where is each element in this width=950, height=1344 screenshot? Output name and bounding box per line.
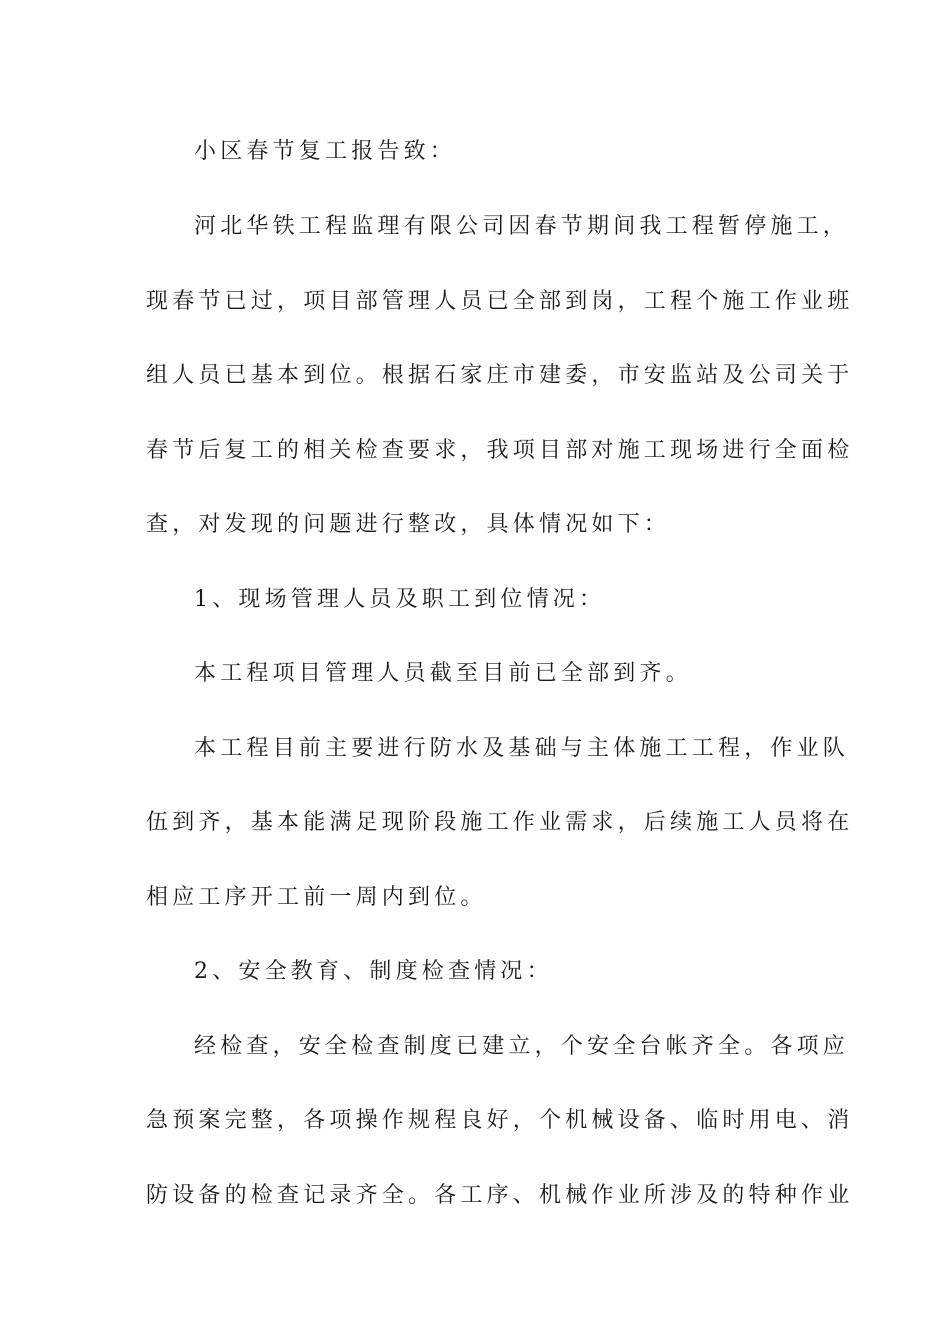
section-2-heading: 2、安全教育、制度检查情况： — [194, 959, 553, 984]
section-1-paragraph-2-line-1: 本工程目前主要进行防水及基础与主体施工工程，作业队 — [194, 736, 850, 761]
paragraph-1-line-4: 春节后复工的相关检查要求，我项目部对施工现场进行全面检 — [146, 438, 854, 463]
section-2-paragraph-line-1: 经检查，安全检查制度已建立，个安全台帐齐全。各项应 — [194, 1034, 850, 1059]
paragraph-1-line-5: 查，对发现的问题进行整改，具体情况如下： — [146, 512, 671, 537]
paragraph-1-line-2: 现春节已过，项目部管理人员已全部到岗，工程个施工作业班 — [146, 289, 854, 314]
paragraph-1-line-3: 组人员已基本到位。根据石家庄市建委，市安监站及公司关于 — [146, 363, 854, 388]
section-1-paragraph-2-line-3: 相应工序开工前一周内到位。 — [146, 885, 487, 910]
section-1-paragraph-2-line-2: 伍到齐，基本能满足现阶段施工作业需求，后续施工人员将在 — [146, 810, 854, 835]
paragraph-1-line-1: 河北华铁工程监理有限公司因春节期间我工程暂停施工， — [194, 214, 850, 239]
section-1-paragraph-1: 本工程项目管理人员截至目前已全部到齐。 — [194, 661, 692, 686]
salutation-line: 小区春节复工报告致： — [194, 139, 457, 164]
section-2-paragraph-line-3: 防设备的检查记录齐全。各工序、机械作业所涉及的特种作业 — [146, 1183, 854, 1208]
section-1-heading: 1、现场管理人员及职工到位情况： — [194, 587, 606, 612]
section-2-paragraph-line-2: 急预案完整，各项操作规程良好，个机械设备、临时用电、消 — [146, 1108, 854, 1133]
